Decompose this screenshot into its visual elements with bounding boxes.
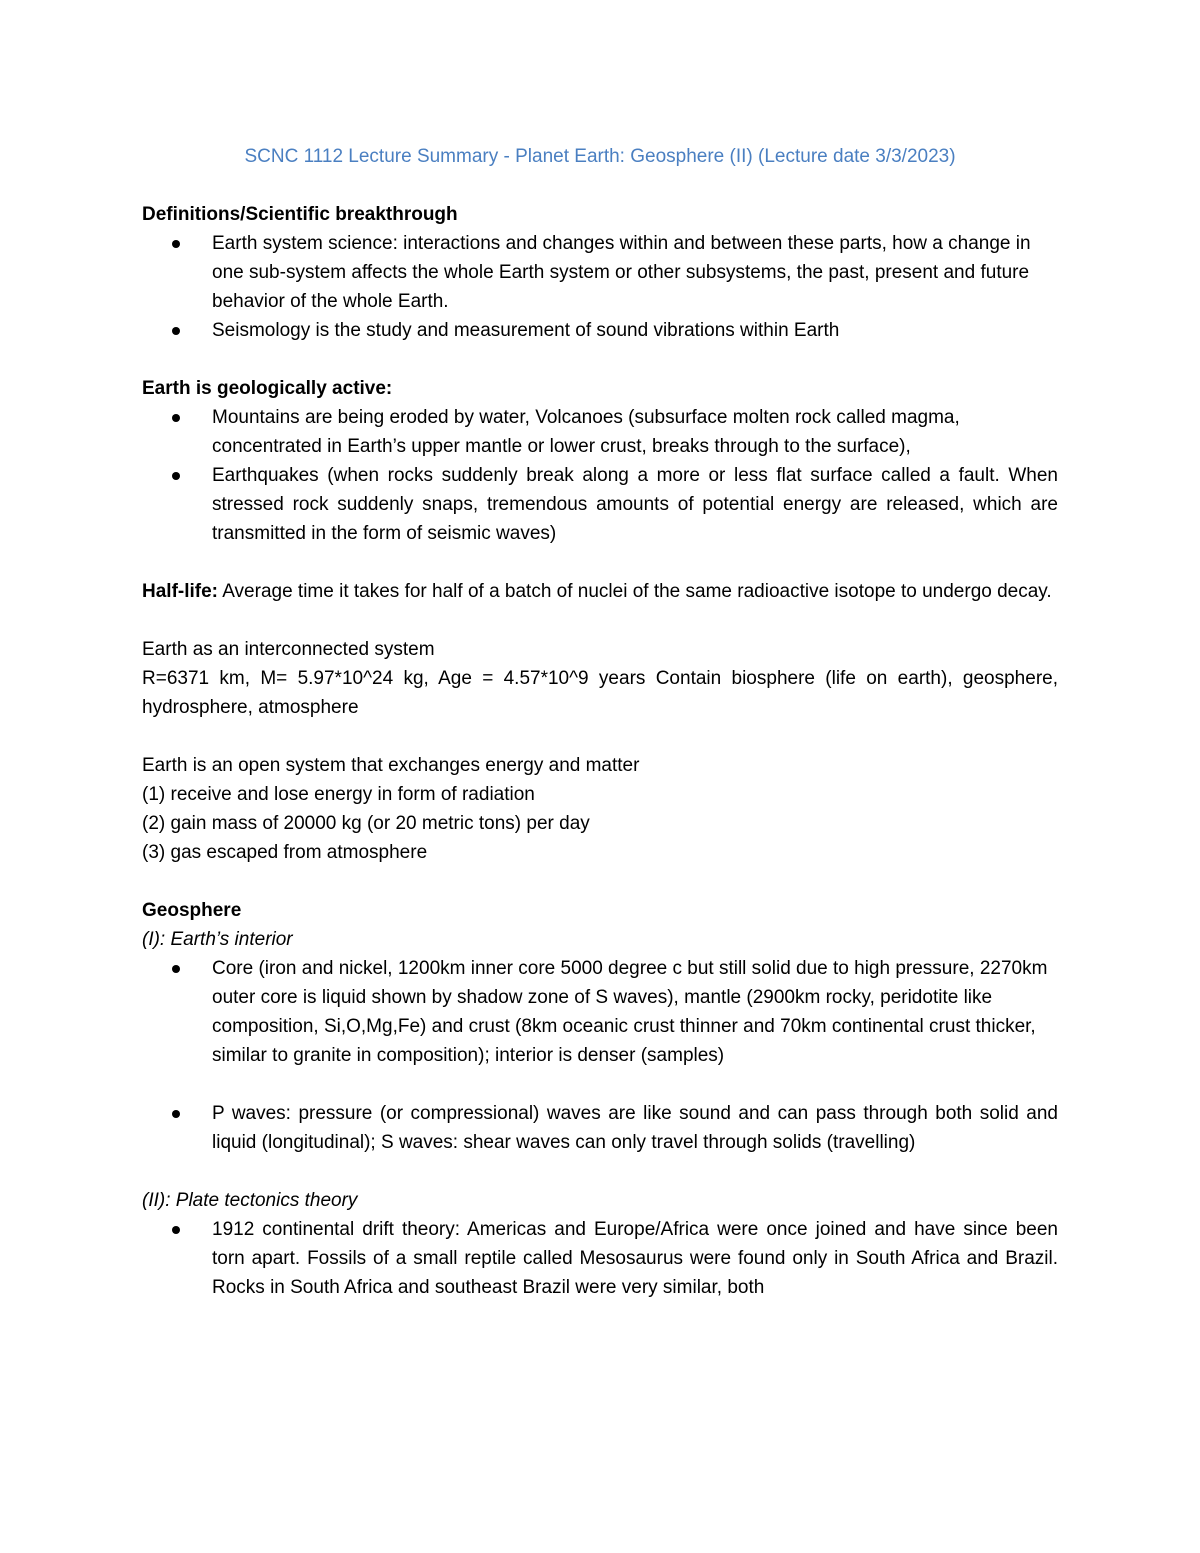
bullet-icon (172, 965, 180, 973)
active-earthquakes: Earthquakes (when rocks suddenly break along a more or less flat surface called a fault. When stressed rock suddenly snaps, tremendous amounts of potential energy are released, which are transmitted in the form of seismic waves) (212, 465, 1058, 544)
active-mountains-volcanoes: Mountains are being eroded by water, Volcanoes (subsurface molten rock called magma, concentrated in Earth’s upper mantle or lower crust, breaks through to the surface), (212, 407, 960, 457)
open-system-item: (3) gas escaped from atmosphere (142, 842, 428, 863)
interior-subheading: (I): Earth’s interior (142, 929, 293, 950)
bullet-icon (172, 327, 180, 335)
half-life-paragraph (142, 577, 1058, 606)
open-system-item: (1) receive and lose energy in form of radiation (142, 784, 535, 805)
list-item (142, 403, 1058, 461)
geologically-active-list (142, 403, 1058, 548)
bullet-icon (172, 414, 180, 422)
list-item (142, 1099, 1058, 1157)
definitions-list (142, 229, 1058, 345)
definitions-heading: Definitions/Scientific breakthrough (142, 204, 458, 225)
interior-p-s-waves: P waves: pressure (or compressional) waves are like sound and can pass through both solid and liquid (longitudinal); S waves: shear waves can only travel through solids (travelling) (212, 1103, 1058, 1153)
geosphere-heading: Geosphere (142, 900, 242, 921)
continental-drift-theory: 1912 continental drift theory: Americas and Europe/Africa were once joined and have since been torn apart. Fossils of a small reptile called Mesosaurus were found only in South Africa and Brazil. Rocks in South Africa and southeast Brazil were very similar, both (212, 1219, 1058, 1298)
definition-earth-system-science: Earth system science: interactions and changes within and between these parts, how a change in one sub-system affects the whole Earth system or other subsystems, the past, present and future behavior of the whole Earth. (212, 233, 1031, 312)
definition-seismology: Seismology is the study and measurement of sound vibrations within Earth (212, 320, 840, 341)
interior-core-mantle-crust: Core (iron and nickel, 1200km inner core 5000 degree c but still solid due to high pressure, 2270km outer core is liquid shown by shadow zone of S waves), mantle (2900km rocky, peridotite like composition, Si,O,Mg,Fe) and crust (8km oceanic crust thinner and 70km continental crust thicker, similar to granite in composition); interior is denser (samples) (212, 958, 1048, 1066)
half-life-text: Average time it takes for half of a batch of nuclei of the same radioactive isotope to undergo decay. (218, 581, 1052, 602)
geologically-active-heading: Earth is geologically active: (142, 378, 393, 399)
document-title: SCNC 1112 Lecture Summary - Planet Earth: Geosphere (II) (Lecture date 3/3/2023) (244, 146, 956, 167)
bullet-icon (172, 240, 180, 248)
list-item (142, 316, 1058, 345)
interior-list (142, 954, 1058, 1070)
list-item (142, 954, 1058, 1070)
bullet-icon (172, 1110, 180, 1118)
waves-list (142, 1099, 1058, 1157)
list-item (142, 1215, 1058, 1302)
open-system-title: Earth is an open system that exchanges energy and matter (142, 755, 640, 776)
list-item (142, 461, 1058, 548)
open-system-item: (2) gain mass of 20000 kg (or 20 metric tons) per day (142, 813, 590, 834)
plate-tectonics-list (142, 1215, 1058, 1302)
half-life-label: Half-life: (142, 581, 218, 602)
list-item (142, 229, 1058, 316)
document-page (142, 142, 1058, 1302)
bullet-icon (172, 472, 180, 480)
bullet-icon (172, 1226, 180, 1234)
interconnected-title: Earth as an interconnected system (142, 639, 435, 660)
plate-tectonics-subheading: (II): Plate tectonics theory (142, 1190, 358, 1211)
interconnected-stats: R=6371 km, M= 5.97*10^24 kg, Age = 4.57*10^9 years Contain biosphere (life on earth), geosphere, hydrosphere, atmosphere (142, 668, 1058, 718)
